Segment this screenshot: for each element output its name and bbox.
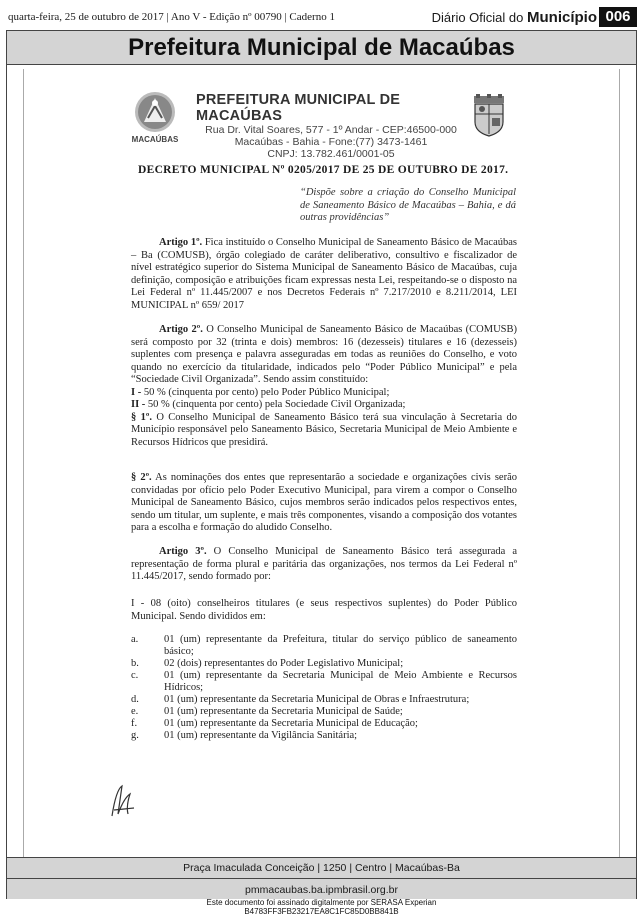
article-3-text: O Conselho Municipal de Saneamento Básico terá assegurada a representação de forma plural e paritária das organizações, nos termos da Lei Federal nº 11.445/2017, sendo formado por: bbox=[131, 546, 518, 582]
list-item: a. 01 (um) representante da Prefeitura, titular do serviço público de saneamento básico; bbox=[131, 634, 517, 657]
gazette-name bbox=[432, 9, 597, 26]
article-1-text: Fica instituído o Conselho Municipal de Saneamento Básico de Macaúbas – Ba (COMUSB), órgão colegiado de caráter deliberativo, consultivo e fiscalizador de nível estratégico superior do Sistema Municipal de Saneamento Básico de Macaúbas, cuja definição, composição e atribuições ficam expressas nesta Lei, respeitando-se o disposto na Lei Federal nº 11.445/2007 e nos Decretos Federais nº 7.217/2010 e 8.211/2014, LEI MUNICIPAL nº 659/ 2017 bbox=[131, 237, 517, 311]
article-1-label: Artigo 1º. bbox=[159, 237, 203, 248]
gazette-bold: Município bbox=[527, 9, 597, 26]
ementa: “Dispõe sobre a criação do Conselho Municipal de Saneamento Básico de Macaúbas – Bahia, e dá outras providências” bbox=[300, 187, 516, 223]
document-frame bbox=[6, 30, 637, 899]
municipal-logo-icon bbox=[126, 88, 184, 146]
footer-divider bbox=[7, 878, 636, 879]
article-2 bbox=[131, 324, 517, 449]
signature-note: Este documento foi assinado digitalmente por SERASA Experian bbox=[206, 898, 437, 907]
footer-address: Praça Imaculada Conceição | 1250 | Centro | Macaúbas-Ba bbox=[183, 862, 460, 874]
edition-meta: quarta-feira, 25 de outubro de 2017 | Ano V - Edição nº 00790 | Caderno 1 bbox=[8, 11, 335, 23]
title-bar bbox=[7, 31, 636, 65]
list-item: d. 01 (um) representante da Secretaria Municipal de Obras e Infraestrutura; bbox=[131, 694, 470, 705]
edition-header bbox=[6, 6, 637, 28]
letterhead-org: PREFEITURA MUNICIPAL DE MACAÚBAS bbox=[196, 92, 401, 124]
digital-signature-note bbox=[0, 899, 643, 915]
article-2-text: O Conselho Municipal de Saneamento Básico de Macaúbas (COMUSB) será composto por 32 (trinta e dois) membros: 16 (dezesseis) titulares e 16 (dezesseis) suplentes com presença e palavra asseguradas em todas as reuniões do Conselho, e voto quando no exercício da titularidade, indicados pelo “Poder Público Municipal” e pela “Sociedade Civil Organizada”. Sendo assim constituído: bbox=[131, 324, 518, 385]
paragraph-2 bbox=[131, 472, 517, 535]
article-3 bbox=[131, 546, 517, 584]
list-item: e. 01 (um) representante da Secretaria Municipal de Saúde; bbox=[131, 706, 403, 717]
item-i: I - 08 (oito) conselheiros titulares (e seus respectivos suplentes) do Poder Público Municipal. Sendo divididos em: bbox=[131, 598, 517, 622]
letterhead-cnpj: CNPJ: 13.782.461/0001-05 bbox=[267, 148, 395, 160]
page-title: Prefeitura Municipal de Macaúbas bbox=[128, 34, 515, 61]
paragraph-2-text: As nominações dos entes que representarão a sociedade e organizações civis serão convidadas por ofício pelo Poder Executivo Municipal, para virem a compor o Conselho Municipal de Saneamento Básico, cujos membros serão indicados pelos respectivos entes, sendo um titular, um suplente, e mais três componentes, visando a composição dos votantes para a escolha e formação do aludido Conselho. bbox=[131, 472, 518, 533]
decree-title: DECRETO MUNICIPAL Nº 0205/2017 DE 25 DE OUTUBRO DE 2017. bbox=[138, 164, 509, 176]
initials-signature-icon bbox=[108, 780, 138, 820]
article-2-label: Artigo 2º. bbox=[159, 324, 203, 335]
article-2-item-ii: II - 50 % (cinquenta por cento) pela Sociedade Civil Organizada; bbox=[131, 399, 406, 410]
letterhead-address: Rua Dr. Vital Soares, 577 - 1º Andar - CEP:46500-000 bbox=[205, 124, 457, 136]
logo-text: MACAÚBAS bbox=[131, 135, 179, 144]
list-item: g. 01 (um) representante da Vigilância Sanitária; bbox=[131, 730, 358, 741]
list-item: b. 02 (dois) representantes do Poder Legislativo Municipal; bbox=[131, 658, 404, 669]
gazette-prefix: Diário Oficial do bbox=[431, 10, 524, 25]
article-1 bbox=[131, 237, 517, 312]
article-2-paragraph-1: § 1º. O Conselho Municipal de Saneamento Básico terá sua vinculação à Secretaria do Município responsável pelo Saneamento Básico, Secretaria Municipal de Meio Ambiente e Recursos Hídricos que presidirá. bbox=[131, 411, 517, 448]
article-3-label: Artigo 3º. bbox=[159, 546, 207, 557]
list-item: f. 01 (um) representante da Secretaria Municipal de Educação; bbox=[131, 718, 418, 729]
signature-hash: B4783FF3FB23217EA8C1FC85D0BB841B bbox=[244, 906, 399, 915]
article-2-item-i: I - 50 % (cinquenta por cento) pelo Poder Público Municipal; bbox=[131, 386, 390, 398]
footer-url[interactable]: pmmacaubas.ba.ipmbrasil.org.br bbox=[245, 884, 398, 896]
letterhead bbox=[196, 92, 466, 160]
paragraph-2-label: § 2º. bbox=[131, 472, 152, 483]
alinea-list bbox=[131, 634, 517, 742]
letterhead-city-phone: Macaúbas - Bahia - Fone:(77) 3473-1461 bbox=[234, 136, 428, 148]
page-number: 006 bbox=[599, 7, 637, 27]
coat-of-arms-icon bbox=[470, 94, 508, 138]
list-item: c. 01 (um) representante da Secretaria Municipal de Meio Ambiente e Recursos Hídricos; bbox=[131, 670, 517, 693]
footer bbox=[7, 857, 636, 899]
